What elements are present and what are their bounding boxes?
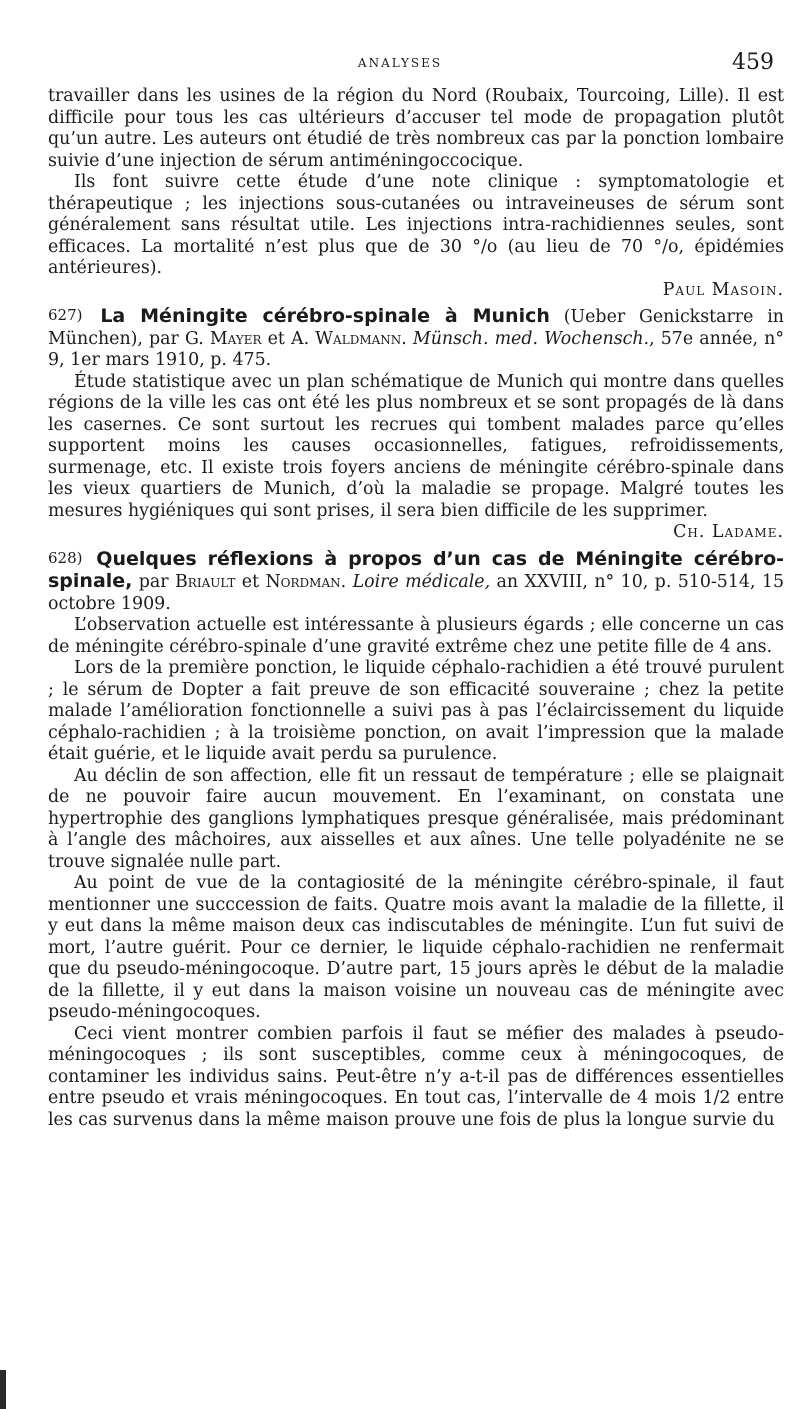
entry-628-paragraph-2: Lors de la première ponction, le liquide céphalo-rachidien a été trouvé purulent ; le sérum de Dopter a fait preuve de son efficacité souveraine ; chez la petite malade l’amélioration fonctionnelle a suivi pas à pas l’éclaircissement du liquide céphalo-rachidien ; à la troisième ponction, on avait l’impression que la malade était guérie, et le liquide avait perdu sa purulence. — [48, 658, 784, 764]
entry-628-number: 628) — [48, 548, 83, 567]
page-number: 459 — [732, 50, 774, 75]
entry-627-title: La Méningite cérébro-spinale à Munich — [100, 305, 550, 327]
intro-paragraph-1: travailler dans les usines de la région du Nord (Roubaix, Tourcoing, Lille). Il est difficile pour tous les cas ultérieurs d’accuser tel mode de propagation plutôt qu’un autre. Les auteurs ont étudié de très nombreux cas par la ponction lombaire suivie d’une injection de sérum antiméningoccocique. — [48, 86, 784, 171]
page-body — [48, 86, 784, 1131]
entry-627-author-2: A. Waldmann. — [291, 328, 407, 349]
entry-627-author-1: G. Mayer — [184, 328, 262, 349]
entry-627-and: et — [267, 328, 285, 349]
entry-628 — [48, 548, 784, 1132]
entry-628-journal: Loire médicale, — [352, 572, 491, 592]
scan-edge-mark — [0, 1370, 6, 1409]
entry-628-and: et — [241, 572, 260, 592]
signature-ladame: Ch. Ladame. — [673, 522, 784, 542]
entry-628-author-1: Briault — [175, 572, 236, 592]
entry-627-journal: Münsch. med. Wochensch. — [412, 328, 650, 349]
intro-paragraph-2: Ils font suivre cette étude d’une note clinique : symptomatologie et thérapeutique ; les injections sous-cutanées ou intraveineuses de sérum sont généralement sans résultat utile. Les injections intra-rachidiennes seules, sont efficaces. La mortalité n’est plus que de 30 °/o (au lieu de 70 °/o, épidémies antérieures). — [48, 172, 784, 278]
entry-628-paragraph-4: Au point de vue de la contagiosité de la méningite cérébro-spinale, il faut mentionner une succcession de faits. Quatre mois avant la maladie de la fillette, il y eut dans la même maison deux cas indiscutables de méningite. L’un fut suivi de mort, l’autre guérit. Pour ce dernier, le liquide céphalo-rachidien ne renfermait que du pseudo-méningocoque. D’autre part, 15 jours après le début de la maladie de la fillette, il y eut dans la maison voisine un nouveau cas de méningite avec pseudo-méningocoques. — [48, 873, 784, 1022]
entry-627-paragraph-1: Étude statistique avec un plan schématique de Munich qui montre dans quelles régions de la ville les cas ont été les plus nombreux et se sont propagés de là dans les casernes. Ce sont surtout les recrues qui tombent malades parce qu’elles supportent moins les causes occasionnelles, fatigues, refroidissements, surmenage, etc. Il existe trois foyers anciens de méningite cérébro-spinale dans les vieux quartiers de Munich, d’où la maladie se propage. Malgré toutes les mesures hygiéniques qui sont prises, il sera bien difficile de les supprimer. — [48, 371, 784, 521]
entry-628-par: par — [138, 572, 169, 592]
entry-627-number: 627) — [48, 306, 83, 324]
entry-628-paragraph-5: Ceci vient montrer combien parfois il faut se méfier des malades à pseudo-méningocoques ; ils sont susceptibles, comme ceux à méningocoques, de contaminer les individus sains. Peut-être n’y a-t-il pas de différences essentielles entre pseudo et vrais méningocoques. En tout cas, l’intervalle de 4 mois 1/2 entre les cas survenus dans la même maison prouve une fois de plus la longue survie du — [48, 1023, 784, 1130]
entry-627-ref-tail: , 57e année, n° 9, 1er mars 1910, p. 475. — [48, 328, 785, 370]
entry-628-header — [48, 548, 784, 616]
running-title: ANALYSES — [357, 56, 443, 70]
entry-628-title: Quelques réflexions à propos d’un cas de Méningite cérébro-spinale, — [48, 547, 785, 592]
entry-628-paragraph-1: L’observation actuelle est intéressante à plusieurs égards ; elle concerne un cas de méningite cérébro-spinale d’une gravité extrême chez une petite fille de 4 ans. — [48, 615, 784, 657]
entry-628-paragraph-3: Au déclin de son affection, elle fit un ressaut de température ; elle se plaignait de ne pouvoir faire aucun mouvement. En l’examinant, on constata une hypertrophie des ganglions lymphatiques presque généralisée, mais prédominant à l’angle des mâchoires, aux aisselles et aux aînes. Une telle polyadénite ne se trouve signalée nulle part. — [48, 765, 784, 872]
entry-627 — [48, 305, 784, 544]
signature-masoin: Paul Masoin. — [662, 279, 784, 300]
entry-627-header — [48, 305, 784, 372]
entry-628-ref-tail: an XXVIII, n° 10, p. 510-514, 15 octobre 1909. — [48, 572, 785, 614]
entry-627-original-title: (Ueber Genickstarre in München), par — [48, 307, 784, 349]
entry-628-author-2: Nordman. — [265, 572, 347, 592]
